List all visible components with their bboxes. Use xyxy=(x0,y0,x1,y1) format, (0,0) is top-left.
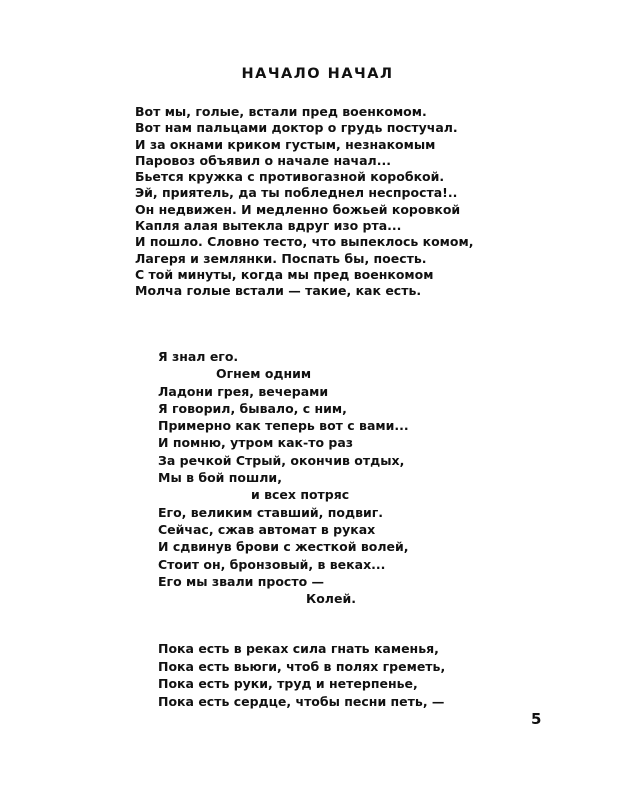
poem-stanza-3 xyxy=(158,640,445,710)
poem-line: Вот мы, голые, встали пред военкомом. xyxy=(135,104,427,119)
poem-line: С той минуты, когда мы пред военкомом xyxy=(135,266,434,282)
poem-title: НАЧАЛО НАЧАЛ xyxy=(241,66,394,82)
poem-line: Колей. xyxy=(306,591,356,607)
poem-line: Паровоз объявил о начале начал... xyxy=(135,152,391,168)
poem-line: Его, великим ставший, подвиг. xyxy=(158,504,384,520)
poem-line: Примерно как теперь вот с вами... xyxy=(158,418,409,434)
poem-line: Пока есть вьюги, чтоб в полях греметь, xyxy=(158,658,446,674)
poem-line: Капля алая вытекла вдруг изо рта... xyxy=(135,218,402,234)
poem-line: Молча голые встали — такие, как есть. xyxy=(135,283,422,299)
poem-line: И сдвинув брови с жесткой волей, xyxy=(158,539,409,555)
poem-line: Эй, приятель, да ты побледнел неспроста!.. xyxy=(135,185,458,201)
poem-line: Я знал его. xyxy=(158,349,239,364)
poem-stanza-1 xyxy=(135,104,473,300)
poem-line: Я говорил, бывало, с ним, xyxy=(158,400,347,416)
poem-line: Ладони грея, вечерами xyxy=(158,383,329,399)
poem-line: И пошло. Словно тесто, что выпеклось комом, xyxy=(135,234,474,250)
poem-line: Он недвижен. И медленно божьей коровкой xyxy=(135,201,461,217)
poem-line: и всех потряс xyxy=(251,487,350,503)
poem-line: Стоит он, бронзовый, в веках... xyxy=(158,556,386,572)
poem-line: За речкой Стрый, окончив отдых, xyxy=(158,452,405,468)
poem-line: Огнем одним xyxy=(216,366,312,382)
poem-stanza-2 xyxy=(158,348,409,607)
poem-line: Пока есть сердце, чтобы песни петь, — xyxy=(158,693,445,709)
poem-line: Лагеря и землянки. Поспать бы, поесть. xyxy=(135,250,427,266)
poem-line: И за окнами криком густым, незнакомым xyxy=(135,136,436,152)
poem-line: Вот нам пальцами доктор о грудь постучал. xyxy=(135,120,458,136)
page-number: 5 xyxy=(531,710,542,728)
poem-line: Мы в бой пошли, xyxy=(158,470,282,486)
poem-line: Его мы звали просто — xyxy=(158,573,325,589)
poem-line: И помню, утром как-то раз xyxy=(158,435,354,451)
poem-line: Пока есть в реках сила гнать каменья, xyxy=(158,641,439,656)
poem-line: Бьется кружка с противогазной коробкой. xyxy=(135,169,445,185)
poem-line: Пока есть руки, труд и нетерпенье, xyxy=(158,676,418,692)
poem-line: Сейчас, сжав автомат в руках xyxy=(158,521,376,537)
